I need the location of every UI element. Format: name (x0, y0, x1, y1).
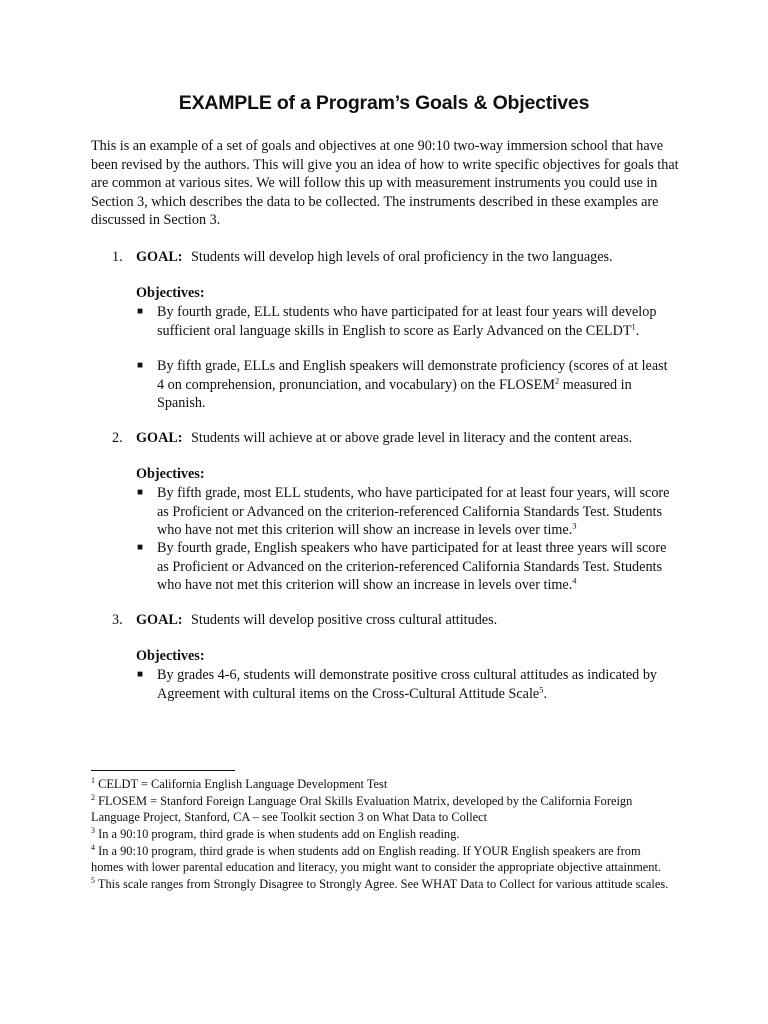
footnote-ref: 2 (554, 374, 560, 385)
footnote-4: $^4$ In a 90:10 program, third grade is when students add on English reading. If YOUR English speakers are from homes with lower parental education and literacy, you might want to consider the appropriate objective attainment. (91, 842, 662, 874)
goal-number: 3. (112, 612, 123, 628)
goal-text: Students will develop positive cross cultural attitudes. (191, 612, 498, 628)
page-title: EXAMPLE of a Program’s Goals & Objectives (178, 92, 590, 114)
bullet-icon: ■ (137, 360, 144, 371)
intro-paragraph: This is an example of a set of goals and objectives at one 90:10 two-way immersion school that have been revised by the authors. This will give you an idea of how to write specific objectives for goals that are common at various sites. We will follow this up with measurement instruments you could use in Section 3, which describes the data to be collected. The instruments described in these examples are discussed in Section 3. (91, 138, 679, 229)
footnote-1: $^1$ CELDT = California English Language Development Test (91, 775, 388, 791)
footnote-2: $^2$ FLOSEM = Stanford Foreign Language Oral Skills Evaluation Matrix, developed by the California Foreign Language Project, Stanford, CA – see Toolkit section 3 on What Data to Collect (91, 792, 633, 824)
objectives-heading: Objectives: (136, 648, 205, 664)
objective-text: By fourth grade, ELL students who have participated for at least four years will develop sufficient oral language skills in English to score as Early Advanced on the CELDT$^1$. (157, 304, 657, 339)
bullet-icon: ■ (137, 306, 144, 317)
footnotes (91, 776, 671, 893)
goal-label: GOAL: (136, 430, 183, 446)
footnote-separator (91, 770, 235, 771)
footnote-ref: 4 (572, 575, 577, 586)
objectives-heading: Objectives: (136, 466, 205, 482)
footnote-ref: 5 (539, 683, 544, 694)
footnote-ref: 1 (631, 320, 636, 331)
bullet-icon: ■ (137, 487, 144, 498)
bullet-icon: ■ (137, 542, 144, 553)
goal-number: 1. (112, 249, 123, 265)
objective-text: By fourth grade, English speakers who have participated for at least three years will score as Proficient or Advanced on the criterion-referenced California Standards Test. Students who have not met this criterion will show an increase in levels over time.$^4$ (157, 540, 667, 594)
objective-text: By fifth grade, most ELL students, who have participated for at least four years, will score as Proficient or Advanced on the criterion-referenced California Standards Test. Students who have not met this criterion will show an increase in levels over time.$^3$ (157, 485, 670, 539)
footnote-5: $^5$ This scale ranges from Strongly Disagree to Strongly Agree. See WHAT Data to Collect for various attitude scales. (91, 875, 669, 891)
objective-text: By fifth grade, ELLs and English speakers will demonstrate proficiency (scores of at least 4 on comprehension, pronunciation, and vocabulary) on the FLOSEM$^2$ measured in Spanish. (157, 358, 668, 412)
goal-label: GOAL: (136, 249, 183, 265)
goal-text: Students will achieve at or above grade level in literacy and the content areas. (191, 430, 633, 446)
objective-text: By grades 4-6, students will demonstrate positive cross cultural attitudes as indicated by Agreement with cultural items on the Cross-Cultural Attitude Scale$^5$. (157, 667, 658, 702)
bullet-icon: ■ (137, 669, 144, 680)
objectives-heading: Objectives: (136, 285, 205, 301)
goal-label: GOAL: (136, 612, 183, 628)
footnote-3: $^3$ In a 90:10 program, third grade is when students add on English reading. (91, 825, 460, 841)
goal-text: Students will develop high levels of oral proficiency in the two languages. (191, 249, 613, 265)
footnote-ref: 3 (572, 520, 577, 531)
goal-number: 2. (112, 430, 123, 446)
